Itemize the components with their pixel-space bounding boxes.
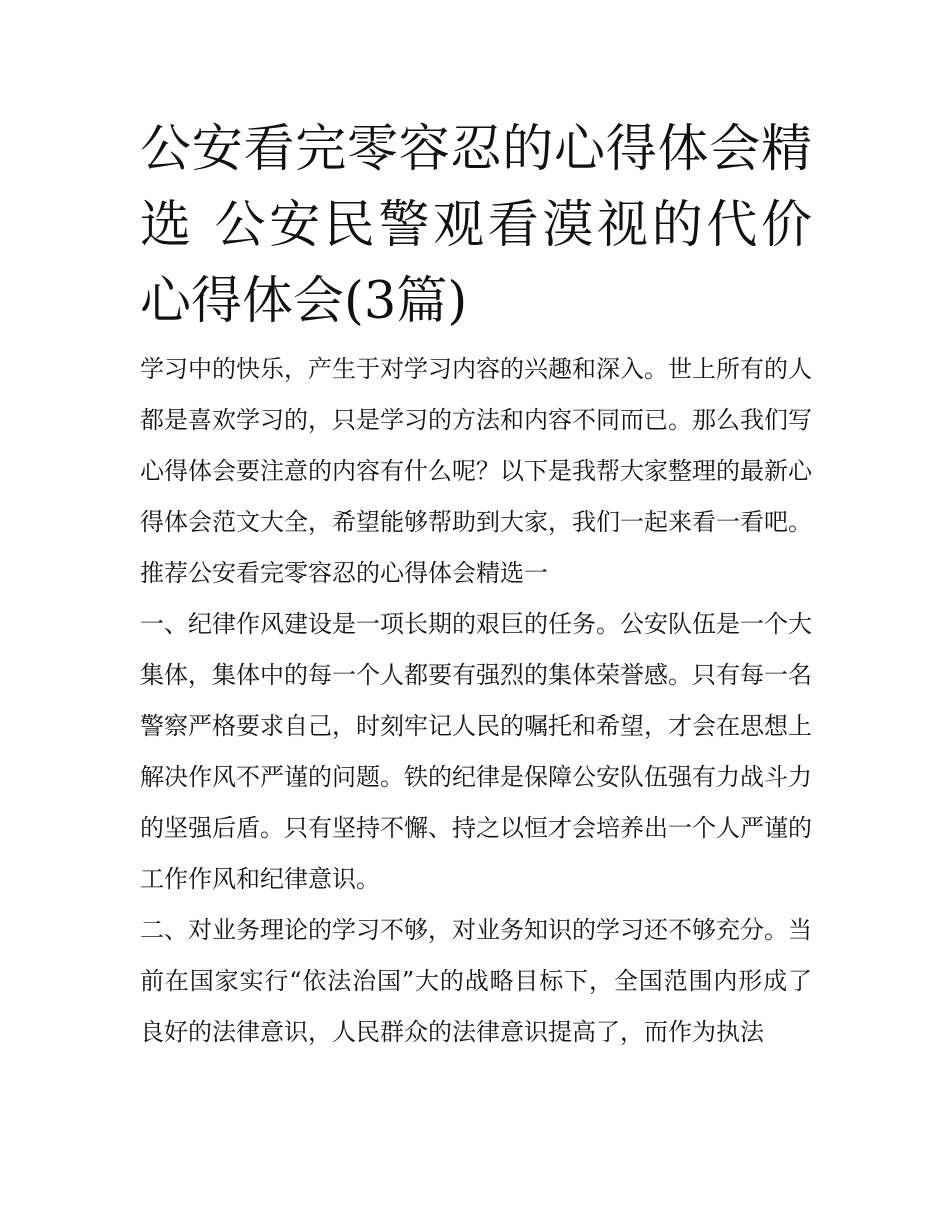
body-paragraph: 二、对业务理论的学习不够，对业务知识的学习还不够充分。当前在国家实行“依法治国”大的战略目标下，全国范围内形成了良好的法律意识，人民群众的法律意识提高了，而作为执法 xyxy=(140,916,812,1046)
intro-paragraph: 学习中的快乐，产生于对学习内容的兴趣和深入。世上所有的人都是喜欢学习的，只是学习的方法和内容不同而已。那么我们写心得体会要注意的内容有什么呢？以下是我帮大家整理的最新心得体会范文大全，希望能够帮助到大家，我们一起来看一看吧。 xyxy=(140,355,812,536)
document-body xyxy=(140,344,812,1058)
section-heading: 推荐公安看完零容忍的心得体会精选一 xyxy=(140,559,548,587)
document-content xyxy=(140,112,812,1058)
document-title: 公安看完零容忍的心得体会精选 公安民警观看漠视的代价心得体会(3篇) xyxy=(140,120,812,331)
body-paragraph: 一、纪律作风建设是一项长期的艰巨的任务。公安队伍是一个大集体，集体中的每一个人都要有强烈的集体荣誉感。只有每一名警察严格要求自己，时刻牢记人民的嘱托和希望，才会在思想上解决作风不严谨的问题。铁的纪律是保障公安队伍强有力战斗力的坚强后盾。只有坚持不懈、持之以恒才会培养出一个人严谨的工作作风和纪律意识。 xyxy=(140,610,812,893)
